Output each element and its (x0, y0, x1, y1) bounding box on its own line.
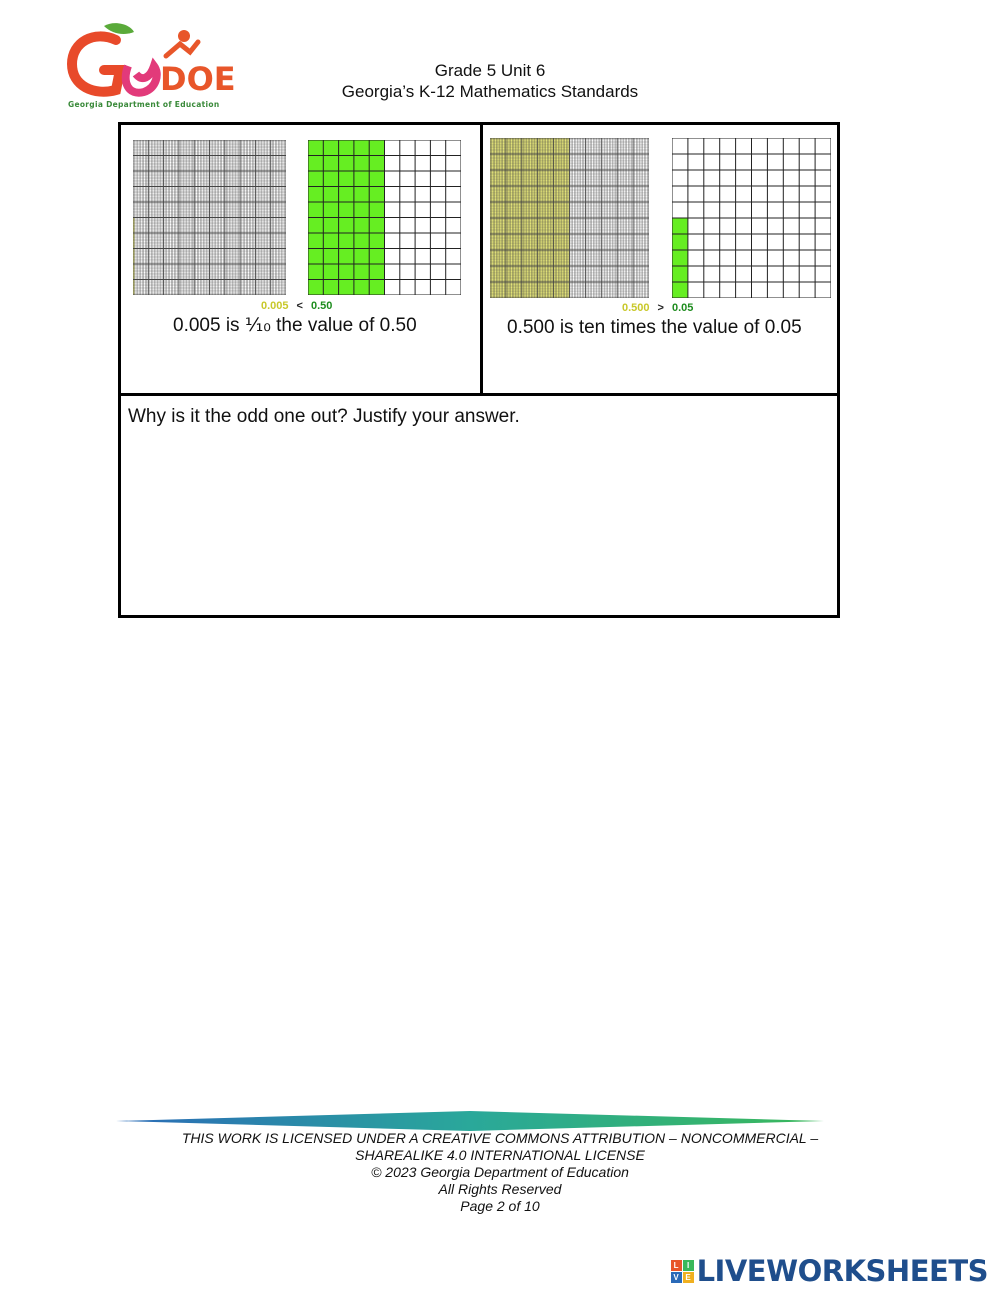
license-line-2: SHAREALIKE 4.0 INTERNATIONAL LICENSE (355, 1147, 645, 1163)
footer-divider-bar (116, 1111, 824, 1131)
horizontal-divider (121, 393, 837, 396)
left-value: 0.005 (261, 300, 289, 312)
hundredths-grid (308, 140, 461, 295)
right-value: 0.05 (671, 302, 694, 314)
shaded-region (672, 218, 688, 298)
panel-1 (121, 125, 480, 393)
header-grade-unit: Grade 5 Unit 6 (434, 61, 546, 80)
license-footer (150, 1130, 850, 1215)
license-line-1: THIS WORK IS LICENSED UNDER A CREATIVE COMMONS ATTRIBUTION – NONCOMMERCIAL – (181, 1130, 819, 1146)
liveworksheets-watermark (671, 1254, 988, 1288)
comparison-operator: < (296, 300, 303, 312)
comparison-table (118, 122, 840, 618)
panel-caption: 0.005 is ⅒ the value of 0.50 (173, 315, 417, 336)
copyright-line: © 2023 Georgia Department of Education (371, 1164, 629, 1180)
logo-caption: Georgia Department of Education (68, 100, 220, 109)
comparison-label (261, 300, 332, 312)
rights-line: All Rights Reserved (438, 1181, 562, 1197)
thousandths-grid (133, 140, 286, 295)
question-prompt: Why is it the odd one out? Justify your answer. (128, 406, 520, 427)
panel-2 (483, 125, 837, 393)
panel-caption: 0.500 is ten times the value of 0.05 (507, 317, 802, 338)
comparison-label (622, 302, 693, 314)
page-header (300, 60, 680, 102)
liveworksheets-wordmark: LIVEWORKSHEETS (696, 1254, 988, 1288)
hundredths-grid (672, 138, 831, 298)
header-standards: Georgia’s K-12 Mathematics Standards (341, 82, 639, 101)
right-value: 0.50 (310, 300, 333, 312)
page-number: Page 2 of 10 (460, 1198, 540, 1214)
liveworksheets-logo-icon: L I V E (671, 1260, 694, 1283)
left-value: 0.500 (622, 302, 650, 314)
comparison-operator: > (657, 302, 664, 314)
thousandths-grid (490, 138, 649, 298)
svg-text:DOE: DOE (160, 60, 236, 98)
